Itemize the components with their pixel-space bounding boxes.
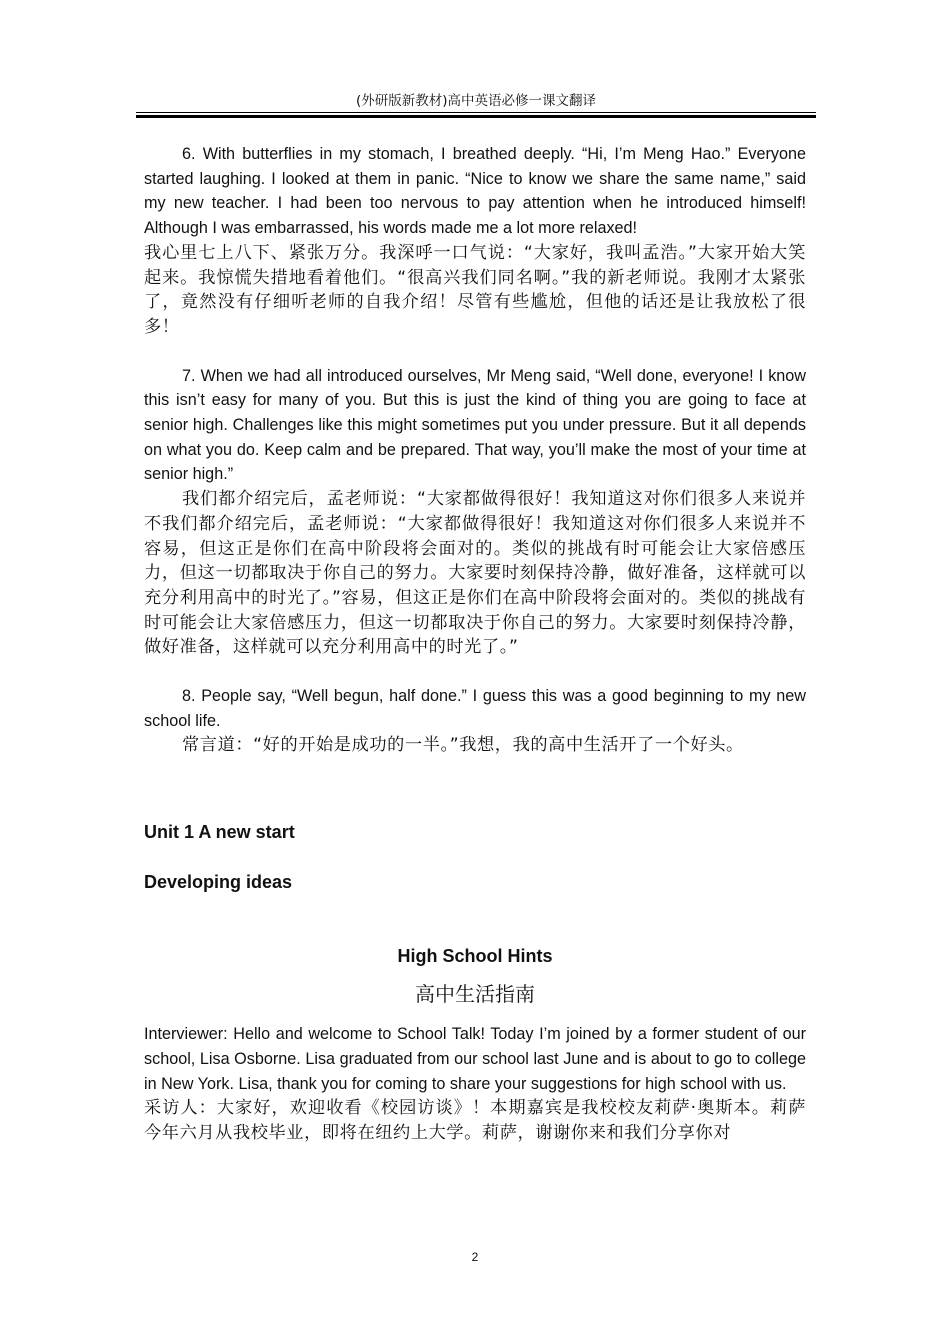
section-heading: Developing ideas <box>144 872 293 893</box>
spacer <box>144 844 806 870</box>
spacer <box>144 1008 806 1022</box>
page-number: 2 <box>471 1250 479 1264</box>
spacer <box>144 340 806 364</box>
header-rule-thin <box>136 112 816 113</box>
paragraph-6-chinese: 我心里七上八下、紧张万分。我深呼一口气说：“大家好，我叫孟浩。”大家开始大笑起来。我惊慌失措地看着他们。“很高兴我们同名啊。”我的新老师说。我刚才太紧张了，竟然没有仔细听老师的自我介绍！尽管有些尴尬，但他的话还是让我放松了很多！ <box>144 242 806 337</box>
interview-english: Interviewer: Hello and welcome to School Talk! Today I’m joined by a former student of our school, Lisa Osborne. Lisa graduated from our school last June and is about to go to college in New York. Lisa, thank you for coming to share your suggestions for high school with us. <box>144 1025 806 1093</box>
page-header: (外研版新教材)高中英语必修一课文翻译 <box>355 93 597 109</box>
paragraph-7-chinese: 我们都介绍完后，孟老师说：“大家都做得很好！我知道这对你们很多人来说并不我们都介绍完后，孟老师说：“大家都做得很好！我知道这对你们很多人来说并不容易，但这正是你们在高中阶段将会面对的。类似的挑战有时可能会让大家倍感压力，但这一切都取决于你自己的努力。大家要时刻保持冷静，做好准备，这样就可以充分利用高中的时光了。”容易，但这正是你们在高中阶段将会面对的。类似的挑战有时可能会让大家倍感压力，但这一切都取决于你自己的努力。大家要时刻保持冷静，做好准备，这样就可以充分利用高中的时光了。” <box>144 489 806 658</box>
spacer <box>144 758 806 820</box>
paragraph-7-english: 7. When we had all introduced ourselves, Mr Meng said, “Well done, everyone! I know this isn’t easy for many of you. But this is just the kind of thing you are going to face at senior high. Challenges like this might sometimes put you under pressure. But it all depends on what you do. Keep calm and be prepared. That way, you’ll make the most of your time at senior high.” <box>144 366 806 484</box>
unit-heading: Unit 1 A new start <box>144 822 295 843</box>
page-content <box>144 142 806 1146</box>
header-rule-thick <box>136 115 816 118</box>
interview-chinese: 采访人：大家好，欢迎收看《校园访谈》！本期嘉宾是我校校友莉萨·奥斯本。莉萨今年六月从我校毕业，即将在纽约上大学。莉萨，谢谢你来和我们分享你对 <box>144 1098 806 1143</box>
paragraph-6-english: 6. With butterflies in my stomach, I breathed deeply. “Hi, I’m Meng Hao.” Everyone started laughing. I looked at them in panic. “Nice to know we share the same name,” said my new teacher. I had been too nervous to pay attention when he introduced himself! Although I was embarrassed, his words made me a lot more relaxed! <box>144 145 806 238</box>
spacer <box>144 968 806 980</box>
article-title-chinese: 高中生活指南 <box>415 982 535 1007</box>
article-title-english: High School Hints <box>397 946 553 967</box>
paragraph-8-english: 8. People say, “Well begun, half done.” I guess this was a good beginning to my new school life. <box>144 687 806 730</box>
paragraph-8-chinese: 常言道：“好的开始是成功的一半。”我想，我的高中生活开了一个好头。 <box>182 735 744 756</box>
spacer <box>144 660 806 684</box>
spacer <box>144 894 806 944</box>
